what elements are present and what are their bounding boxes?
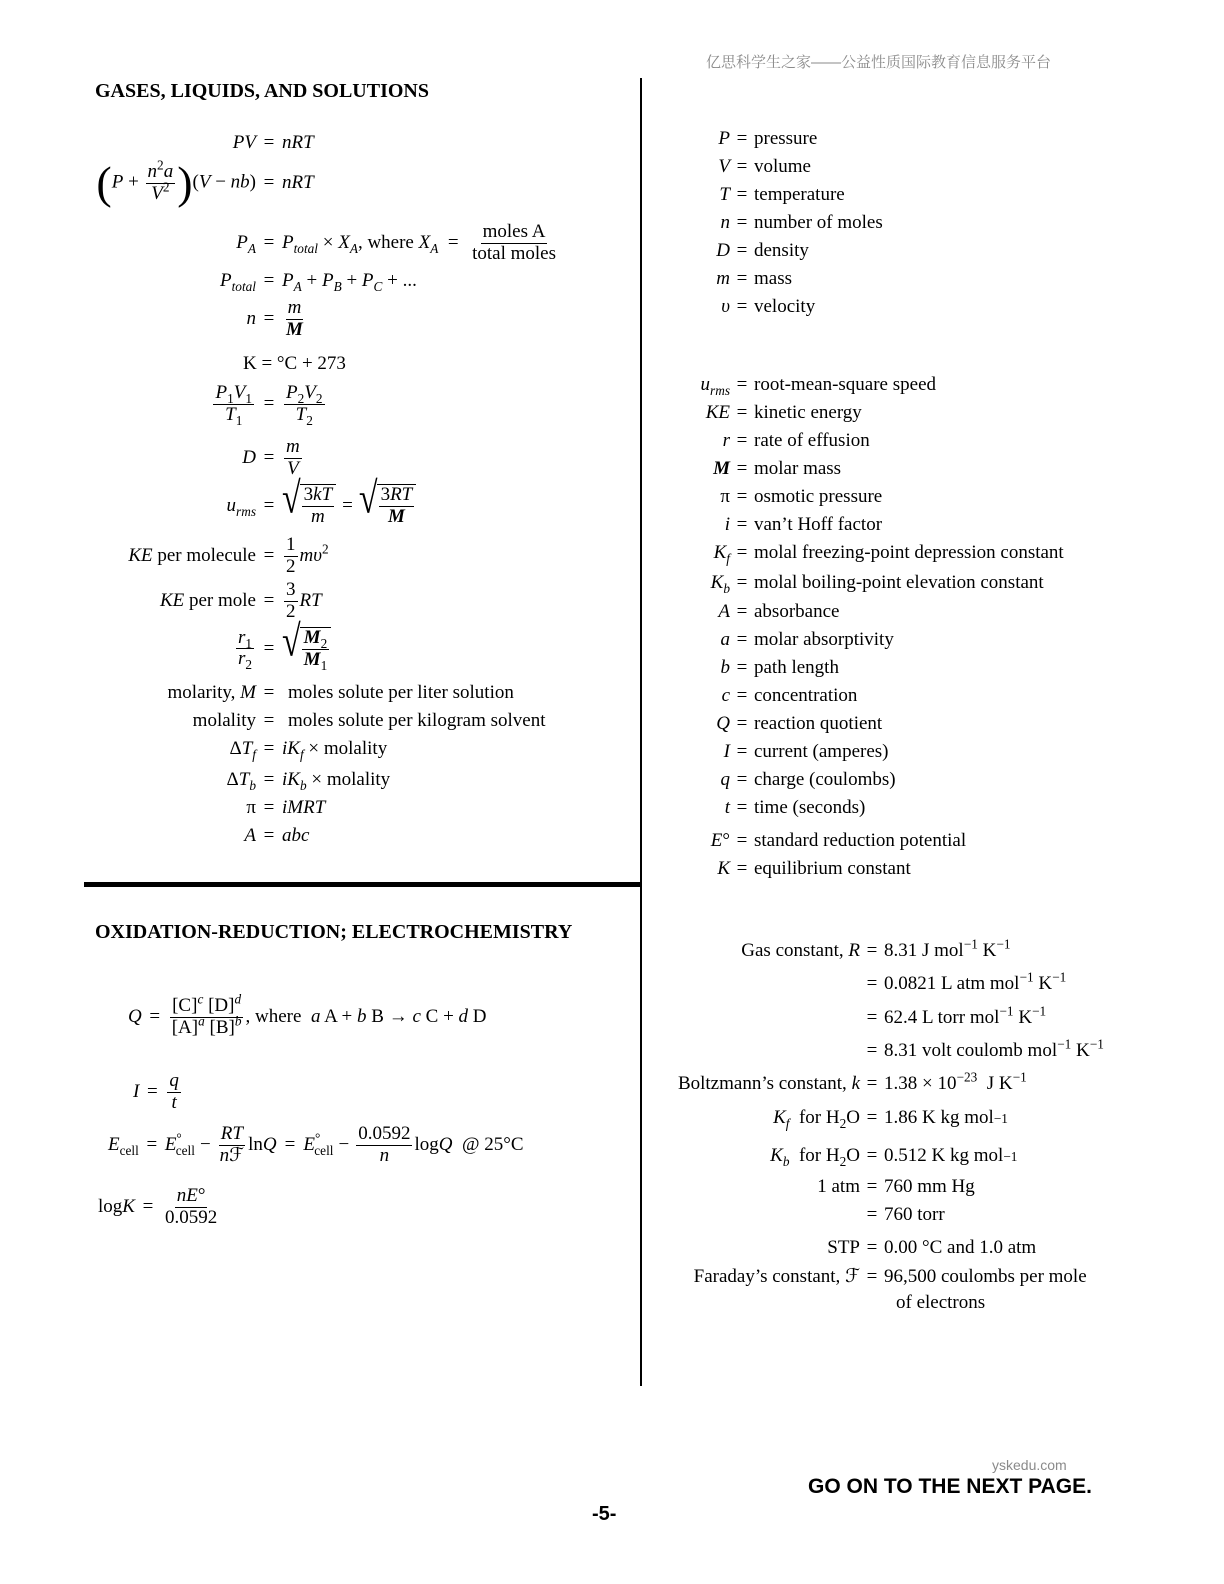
eq-density: D = $\frac{m}{V}$ <box>242 436 300 479</box>
var-ke: KE = kinetic energy <box>705 402 862 423</box>
eq-van-der-waals: (P + $\frac{n^2a}{V^2}$ )(V − nb) = nRT <box>96 157 314 208</box>
heading-redox: OXIDATION-REDUCTION; ELECTROCHEMISTRY <box>95 921 573 943</box>
var-temperature: T = temperature <box>719 184 845 205</box>
eq-moles: n = $\frac{m}{M}$ <box>246 297 303 340</box>
column-divider <box>640 78 642 1386</box>
const-gas-2: = 0.0821 L atm mol$^{-1}$ $K^{-1}$ <box>866 969 1067 994</box>
var-eq-constant: K = equilibrium constant <box>717 858 911 879</box>
var-urms: $u_{rms}$ = root-mean-square speed <box>700 374 937 398</box>
var-current: I = current (amperes) <box>723 741 889 762</box>
eq-ke-mole: KE per mole = $\frac{3}{2}$ RT <box>159 579 322 622</box>
eq-reaction-quotient: Q = $\frac{[C]^c [D]^d}{[A]^a [B]^b}$ , where a A + b B → c C + d D <box>128 991 487 1038</box>
eq-graham: $\frac{r_1}{r_2}$ = √ $\frac{M_2}{M_1}$ <box>150 627 331 671</box>
var-mass: m = mass <box>716 268 792 289</box>
eq-kelvin: K = °C + 273 <box>243 353 346 374</box>
var-kf: $K_f$ = molal freezing-point depression constant <box>713 542 1064 566</box>
eq-combined-gas: $\frac{P_1V_1}{T_1}$ = $\frac{P_2V_2}{T_2}$ <box>215 382 323 428</box>
var-charge: q = charge (coulombs) <box>720 769 896 790</box>
var-velocity: υ = velocity <box>721 296 816 317</box>
const-boltzmann: Boltzmann’s constant, k = $1.38 \times 10^{-23}$ J $K^{-1}$ <box>677 1069 1027 1094</box>
watermark-bottom: yskedu.com <box>992 1457 1067 1473</box>
eq-total-pressure: $P_{total}$ = $P_A + P_B + P_C$ + ... <box>220 270 417 294</box>
var-absorbance: A = absorbance <box>718 601 840 622</box>
section-divider <box>84 882 641 887</box>
var-time: t = time (seconds) <box>724 797 866 818</box>
var-kb: $K_b$ = molal boiling-point elevation constant <box>710 572 1044 596</box>
var-vant-hoff: i = van’t Hoff factor <box>724 514 883 535</box>
var-absorptivity: a = molar absorptivity <box>720 629 894 650</box>
var-quotient: Q = reaction quotient <box>716 713 883 734</box>
eq-delta-tf: $\Delta T_f$ = $iK_f$ × molality <box>229 738 388 762</box>
const-atm-2: = 760 torr <box>866 1204 945 1225</box>
const-kf-water: $K_f$ for $H_2O$ = 1.86 K kg mol −1 <box>773 1107 1008 1131</box>
var-moles: n = number of moles <box>720 212 883 233</box>
const-faraday-cont: of electrons <box>896 1292 986 1313</box>
eq-delta-tb: $\Delta T_b$ = $iK_b$ × molality <box>226 769 391 793</box>
eq-log-k: logK = $\frac{nE^\circ}{0.0592}$ <box>98 1185 218 1228</box>
const-atm-1: 1 atm = 760 mm Hg <box>817 1176 975 1197</box>
eq-urms: $u_{rms}$ = √ $\frac{3kT}{m}$ = √ $\frac{3RT}{M}$ <box>150 484 416 528</box>
const-gas-1: Gas constant, R = 8.31 J mol$^{-1}$ $K^{-1}$ <box>741 936 1011 961</box>
heading-gases: GASES, LIQUIDS, AND SOLUTIONS <box>95 80 429 102</box>
var-std-potential: E° = standard reduction potential <box>710 830 967 851</box>
watermark-top: 亿思科学生之家——公益性质国际教育信息服务平台 <box>706 54 1052 71</box>
eq-osmotic: π = iMRT <box>246 797 326 818</box>
next-page-note: GO ON TO THE NEXT PAGE. <box>808 1475 1092 1498</box>
eq-beer-lambert: A = abc <box>244 825 310 846</box>
var-effusion: r = rate of effusion <box>722 430 870 451</box>
var-concentration: c = concentration <box>721 685 858 706</box>
eq-nernst: $E_{cell}$ = $E^\circ_{cell}$ − $\frac{RT}{\text{nℱ}}$ lnQ = $E^\circ_{cell}$ − $\frac{0.0592}{n}$ logQ @ 25°C <box>108 1123 524 1166</box>
var-path-length: b = path length <box>720 657 839 678</box>
eq-ideal-gas: PV = nRT <box>232 132 314 153</box>
var-osmotic: π = osmotic pressure <box>720 486 883 507</box>
eq-molality: molality = moles solute per kilogram solvent <box>192 710 546 731</box>
eq-partial-pressure: $P_A$ = $P_{total} \times X_A$, where $X_A$ = $\frac{\text{moles A}}{\text{total moles}}$ <box>236 221 556 264</box>
const-gas-3: = 62.4 L torr mol$^{-1}$ $K^{-1}$ <box>866 1003 1047 1028</box>
var-volume: V = volume <box>718 156 811 177</box>
const-kb-water: $K_b$ for $H_2O$ = 0.512 K kg mol −1 <box>770 1145 1018 1169</box>
var-molar-mass: M = molar mass <box>713 458 842 479</box>
var-density: D = density <box>716 240 809 261</box>
const-faraday: Faraday’s constant, ℱ = 96,500 coulombs per mole <box>693 1266 1087 1287</box>
const-stp: STP = 0.00 °C and 1.0 atm <box>827 1237 1037 1258</box>
eq-current: I = $\frac{q}{t}$ <box>133 1070 179 1113</box>
page-number: -5- <box>592 1503 617 1525</box>
eq-molarity: molarity, M = moles solute per liter solution <box>167 682 514 703</box>
var-pressure: P = pressure <box>718 128 818 149</box>
eq-ke-molecule: KE per molecule = $\frac{1}{2}$ $m\upsilon^2$ <box>128 534 329 577</box>
const-gas-4: = 8.31 volt coulomb mol$^{-1}$ $K^{-1}$ <box>866 1036 1104 1061</box>
